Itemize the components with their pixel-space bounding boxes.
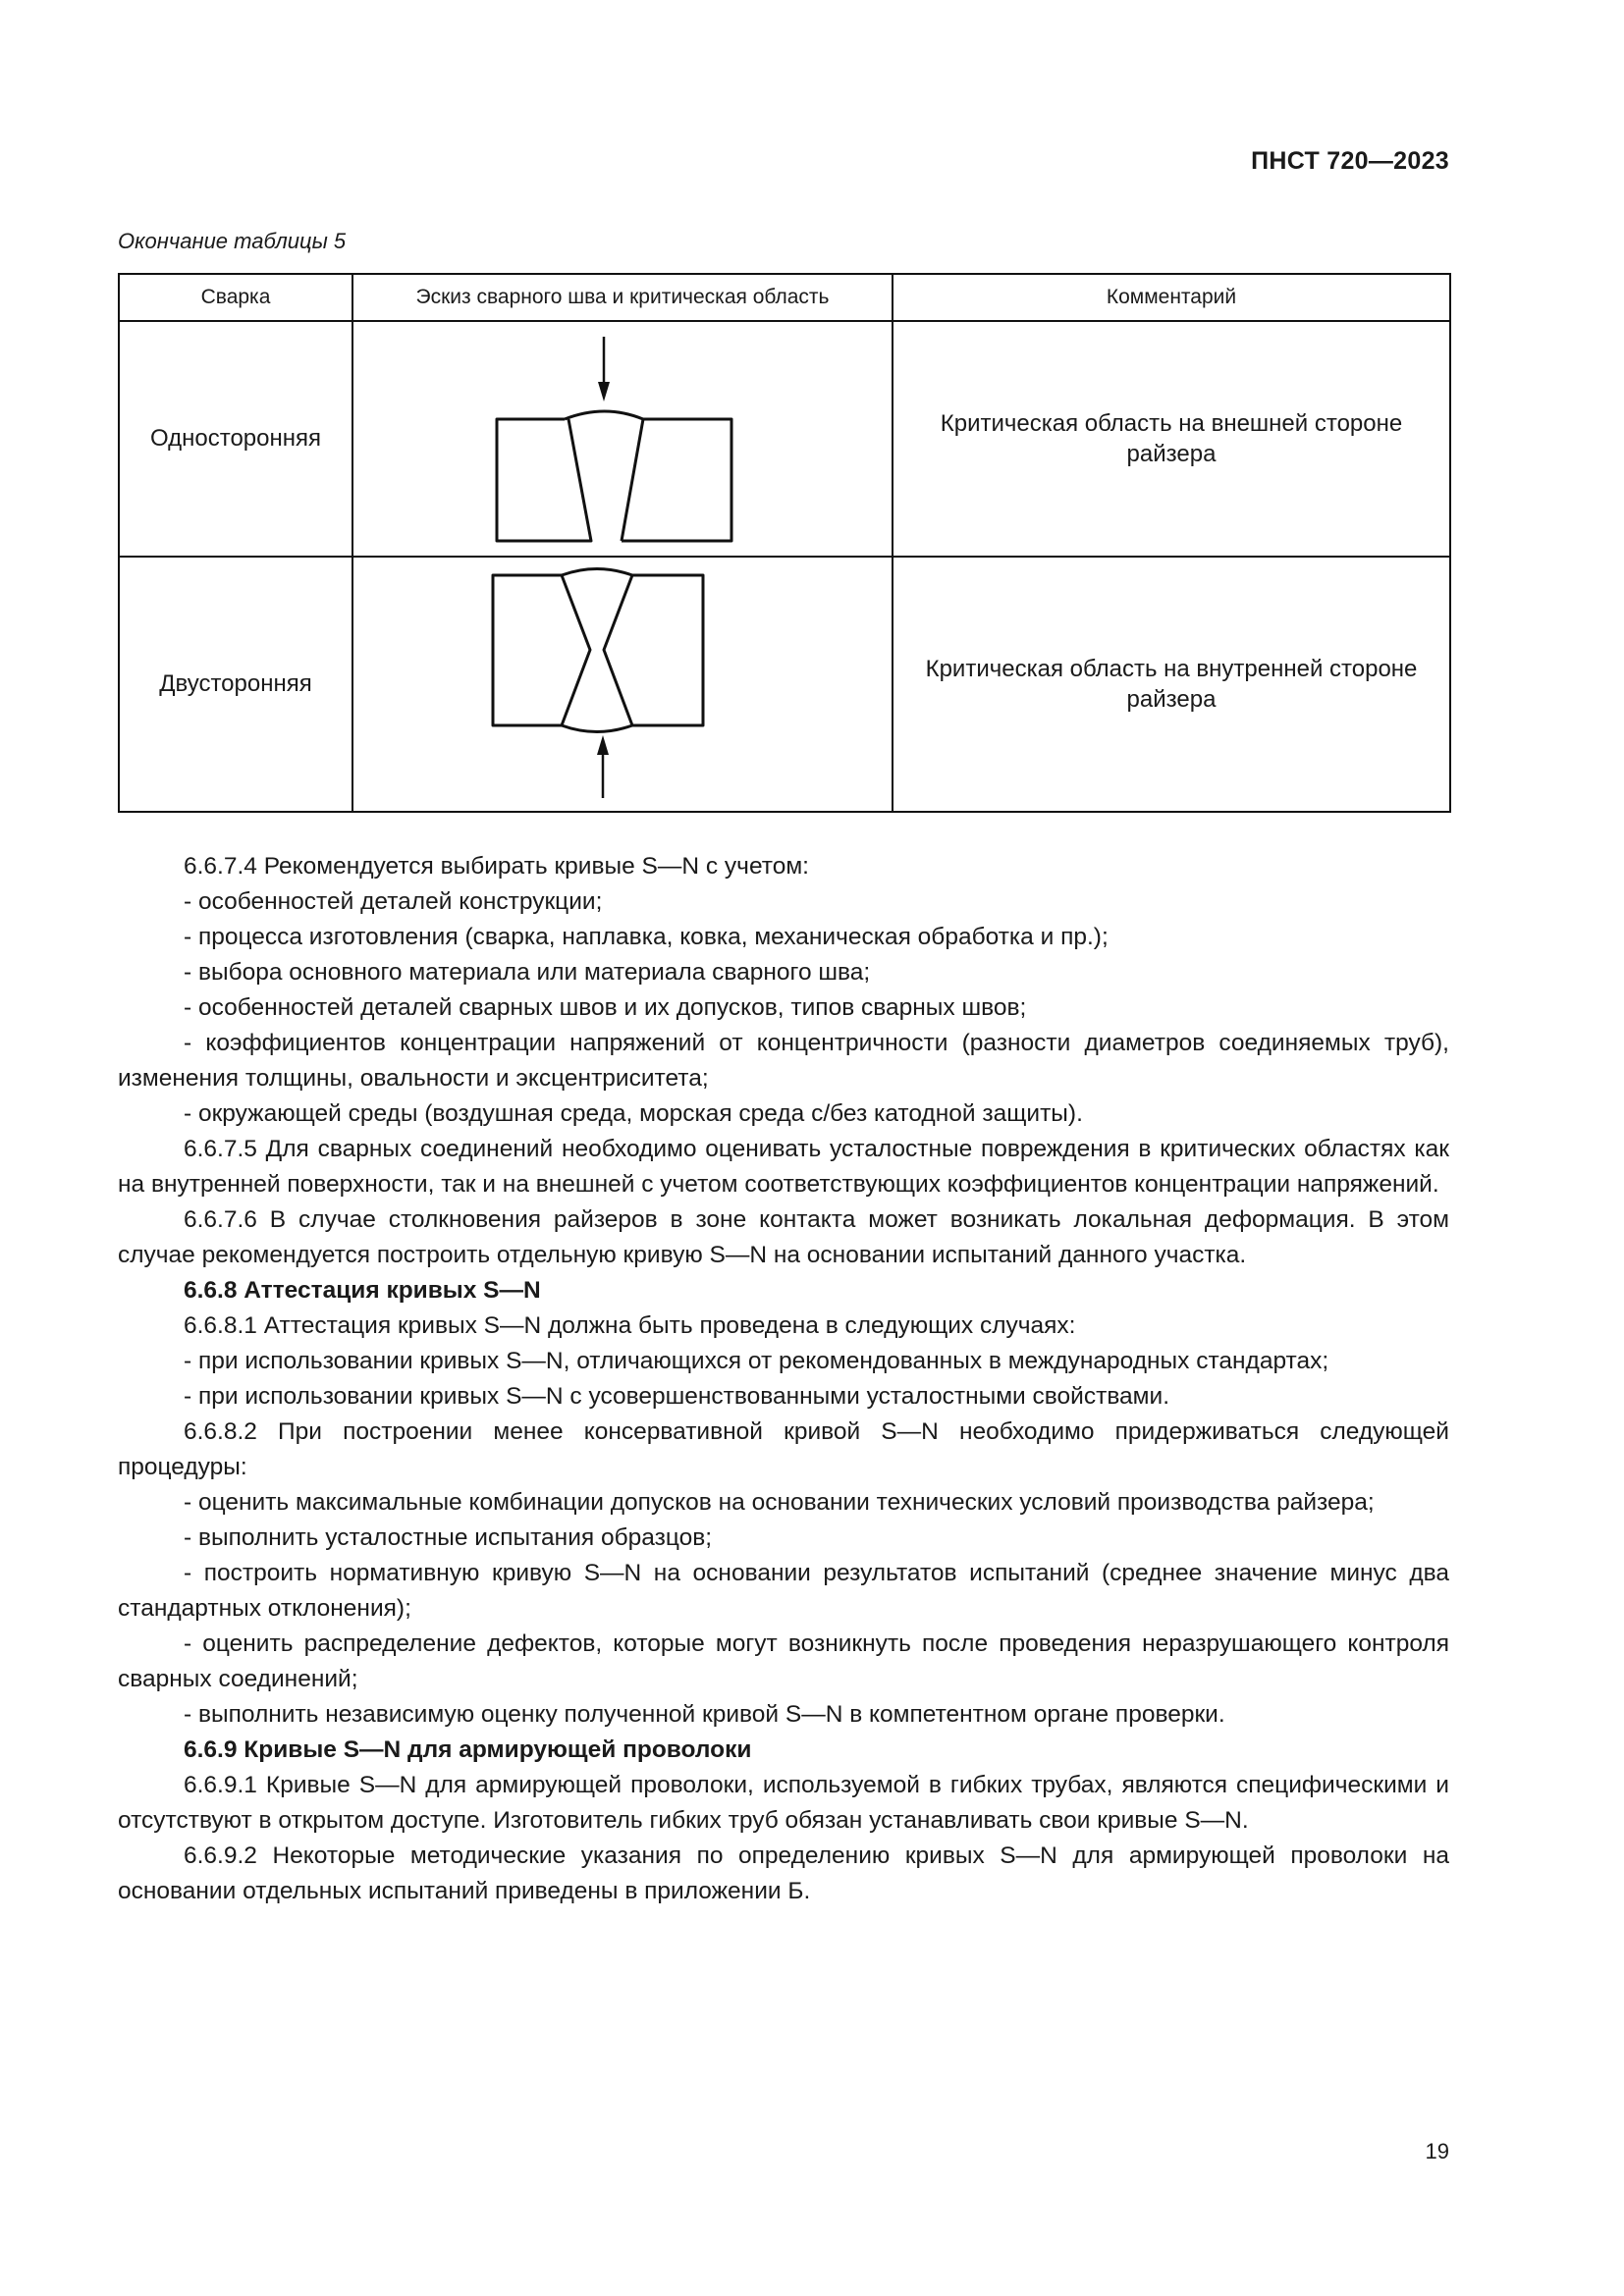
cell-sketch	[352, 557, 893, 812]
column-header-sketch: Эскиз сварного шва и критическая область	[352, 274, 893, 321]
paragraph: 6.6.7.4 Рекомендуется выбирать кривые S—N с учетом:	[184, 853, 809, 880]
body-text	[118, 849, 1449, 1909]
top-weld-cap	[562, 569, 632, 576]
list-item: - окружающей среды (воздушная среда, морская среда с/без катодной защиты).	[184, 1100, 1083, 1127]
list-item: - при использовании кривых S—N с усовершенствованными усталостными свойствами.	[184, 1383, 1170, 1410]
paragraph: 6.6.7.5 Для сварных соединений необходимо оценивать усталостные повреждения в критических областях как на внутренней поверхности, так и на внешней с учетом соответствующих коэффициентов концентрации напряжений.	[118, 1136, 1449, 1198]
list-item: - особенностей деталей сварных швов и их допусков, типов сварных швов;	[184, 994, 1027, 1021]
paragraph: 6.6.8.2 При построении менее консервативной кривой S—N необходимо придерживаться следующей процедуры:	[118, 1418, 1449, 1480]
list-item: - особенностей деталей конструкции;	[184, 888, 603, 915]
critical-area-arrow-icon	[597, 735, 609, 755]
double-sided-weld-sketch	[475, 559, 770, 810]
cell-weld-type: Двусторонняя	[119, 557, 352, 812]
cell-sketch	[352, 321, 893, 557]
list-item: - выполнить независимую оценку полученной кривой S—N в компетентном органе проверки.	[184, 1701, 1225, 1728]
paragraph: 6.6.7.6 В случае столкновения райзеров в зоне контакта может возникать локальная деформация. В этом случае рекомендуется построить отдельную кривую S—N на основании испытаний данного участка.	[118, 1206, 1449, 1268]
paragraph: 6.6.9.1 Кривые S—N для армирующей проволоки, используемой в гибких трубах, являются специфическими и отсутствуют в открытом доступе. Изготовитель гибких труб обязан устанавливать свои кривые S—N.	[118, 1772, 1449, 1834]
table-header-row	[119, 274, 1450, 321]
table-row	[119, 321, 1450, 557]
critical-area-arrow-icon	[598, 382, 610, 401]
left-plate	[497, 419, 591, 541]
right-plate	[622, 419, 731, 541]
list-item: - построить нормативную кривую S—N на основании результатов испытаний (среднее значение минус два стандартных отклонения);	[118, 1560, 1449, 1622]
section-heading: 6.6.8 Аттестация кривых S—N	[184, 1277, 541, 1304]
list-item: - процесса изготовления (сварка, наплавка, ковка, механическая обработка и пр.);	[184, 924, 1109, 950]
right-plate	[604, 575, 703, 725]
list-item: - выбора основного материала или материала сварного шва;	[184, 959, 871, 986]
document-code: ПНСТ 720—2023	[1251, 147, 1449, 175]
column-header-comment: Комментарий	[893, 274, 1450, 321]
single-sided-weld-sketch	[475, 323, 770, 555]
section-heading: 6.6.9 Кривые S—N для армирующей проволоки	[184, 1736, 752, 1763]
cell-comment: Критическая область на внешней стороне райзера	[893, 321, 1450, 557]
paragraph: 6.6.9.2 Некоторые методические указания по определению кривых S—N для армирующей проволоки на основании отдельных испытаний приведены в приложении Б.	[118, 1842, 1449, 1904]
weld-cap	[565, 411, 643, 419]
list-item: - оценить распределение дефектов, которые могут возникнуть после проведения неразрушающего контроля сварных соединений;	[118, 1630, 1449, 1692]
cell-weld-type: Односторонняя	[119, 321, 352, 557]
weld-table	[118, 273, 1451, 813]
list-item: - оценить максимальные комбинации допусков на основании технических условий производства райзера;	[184, 1489, 1375, 1516]
left-plate	[493, 575, 590, 725]
table-row	[119, 557, 1450, 812]
list-item: - при использовании кривых S—N, отличающихся от рекомендованных в международных стандартах;	[184, 1348, 1329, 1374]
list-item: - коэффициентов концентрации напряжений от концентричности (разности диаметров соединяемых труб), изменения толщины, овальности и эксцентриситета;	[118, 1030, 1449, 1092]
list-item: - выполнить усталостные испытания образцов;	[184, 1524, 713, 1551]
page-number: 19	[1425, 2139, 1449, 2163]
bottom-weld-cap	[562, 725, 632, 732]
column-header-weld: Сварка	[119, 274, 352, 321]
cell-comment: Критическая область на внутренней стороне райзера	[893, 557, 1450, 812]
table-caption: Окончание таблицы 5	[118, 229, 347, 253]
paragraph: 6.6.8.1 Аттестация кривых S—N должна быть проведена в следующих случаях:	[184, 1312, 1076, 1339]
